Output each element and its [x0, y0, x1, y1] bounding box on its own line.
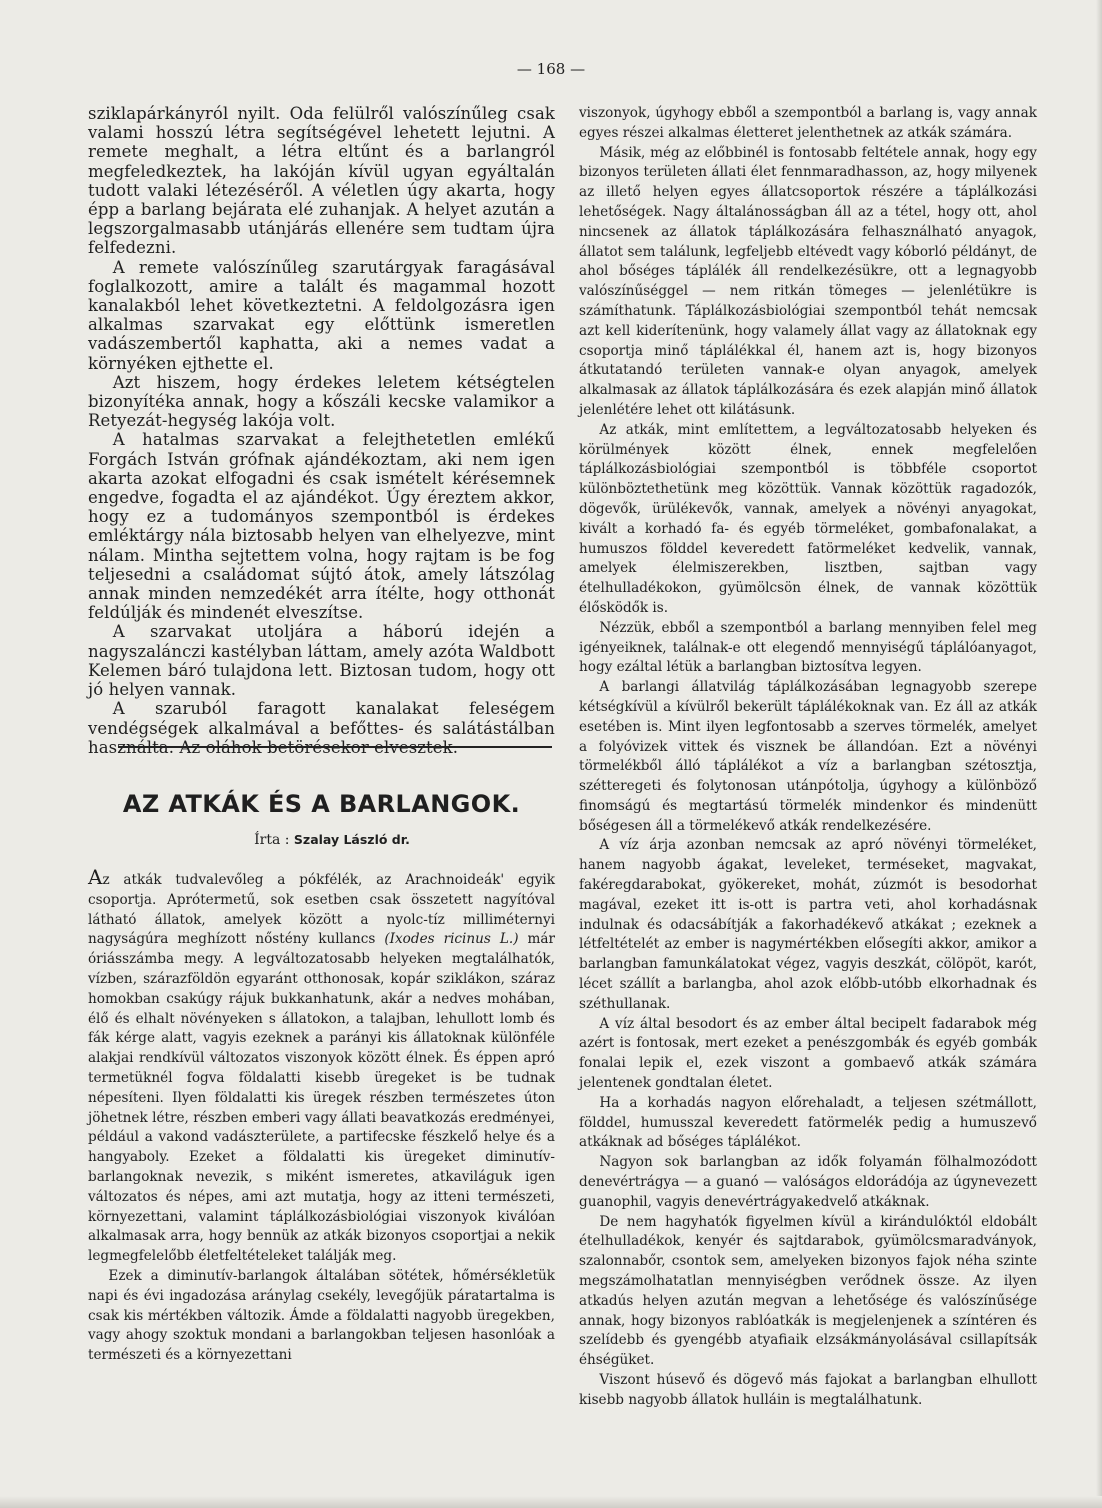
- left-column-article-start: [88, 865, 555, 1366]
- paragraph: Viszont húsevő és dögevő más fajokat a barlangban elhullott kisebb nagyobb állatok hulláin is megtalálhatunk.: [579, 1372, 1037, 1408]
- paragraph: Nézzük, ebből a szempontból a barlang mennyiben felel meg igényeiknek, találnak-e ott elegendő mennyiségű táplálóanyagot, hogy ezáltal létük a barlangban biztosítva legyen.: [579, 619, 1037, 676]
- page-bottom-shadow: [0, 1496, 1102, 1508]
- paragraph: [88, 865, 555, 1267]
- paragraph: viszonyok, úgyhogy ebből a szempontból a barlang is, vagy annak egyes részei alkalmas életteret jelenthetnek az atkák számára.: [579, 105, 1037, 141]
- paragraph: A víz árja azonban nemcsak az apró növényi törmeléket, hanem nagyobb ágakat, leveleket, terméseket, magvakat, fakéregdarabokat, gyökereket, mohát, zúzmót is besodorhat magával, ezeket itt is-ott is partra veti, ahol korhadásnak indulnak és odacsábítják a fakorhadékevő atkákat ; ezeknek a létfeltételét az ember is nagymértékben elősegíti akkor, amikor a barlangban famunkálatokat végez, vagyis deszkát, cölöpöt, karót, lécet szállít a barlangba, ahol azok előbb-utóbb elkorhadnak és széthullanak.: [579, 837, 1037, 1012]
- drop-cap: A: [88, 865, 103, 889]
- right-column: [579, 104, 1037, 1411]
- paragraph: Másik, még az előbbinél is fontosabb feltétele annak, hogy egy bizonyos területen állati élet fennmaradhasson, az, hogy milyenek az illető helyen egyes állatcsoportok részére a táplálkozási lehetőségek. Nagy általánosságban áll az a tétel, hogy ott, ahol nincsenek az állatok táplálkozására felhasználható anyagok, állatot sem találunk, legfeljebb eltévedt vagy kóborló példányt, de ahol bőséges táplálék áll rendelkezésükre, ott a legnagyobb valószínűséggel — nem ritkán tömeges — jelenlétükre is számíthatunk. Táplálkozásbiológiai szempontból tehát nemcsak azt kell kiderítenünk, hogy valamely állat vagy az állatoknak egy csoportja minő táplálékkal él, hanem azt is, hogy bizonyos átkutatandó területen vannak-e olyan anyagok, amelyek alkalmasak az állatok táplálkozására és ezek alapján minő állatok jelenlétére lehet ott kilátásunk.: [579, 144, 1037, 418]
- text-run: már óriásszámba megy. A legváltozatosabb helyeken megtalálhatók, vízben, szárazföldön egyaránt otthonosak, kopár sziklákon, száraz homokban csakúgy rájuk bukkanhatunk, akár a nedves mohában, élő és elhalt növényeken s állatokon, a talajban, lehullott lomb és fák kérge alatt, vagyis ezeknek a parányi kis állatoknak különféle alakjai rendkívül változatos viszonyok között élnek. És éppen apró termetüknél fogva földalatti kisebb üregeket is be tudnak népesíteni. Ilyen földalatti kis üregek részben természetes úton jöhetnek létre, részben emberi vagy állati beavatkozás eredményei, például a vakond vadászterülete, a partifecske fészkelő helye és a hangyaboly. Ezeket a földalatti kis üregeket diminutív-barlangoknak nevezik, s miként ismeretes, atkaviláguk igen változatos és népes, ami azt mutatja, hogy az itteni természeti, környezettani, valamint táplálkozásbiológiai viszonyok kiválóan alkalmasak arra, hogy bennük az atkák bizonyos csoportjai a nekik legmegfelelőbb életfeltételeket találják meg.: [88, 931, 555, 1265]
- paragraph: sziklapárkányról nyilt. Oda felülről valószínűleg csak valami hosszú létra segítségével lehetett lejutni. A remete meghalt, a létra eltűnt és a barlangról megfeledkeztek, ha lakóján kívül ugyan egyáltalán tudott valaki létezéséről. A véletlen úgy akarta, hogy épp a barlang bejárata elé zuhanjak. A helyet azután a legszorgalmasabb utánjárás ellenére sem tudtam újra felfedezni.: [88, 104, 555, 258]
- paragraph: Ezek a diminutív-barlangok általában sötétek, hőmérsékletük napi és évi ingadozása aránylag csekély, levegőjük páratartalma is csak kis mértékben változik. Ámde a földalatti nagyobb üregekben, vagy ahogy szoktuk mondani a barlangokban teljesen hasonlóak a természeti és a környezettani: [88, 1267, 555, 1364]
- paragraph: Az atkák, mint említettem, a legváltozatosabb helyeken és körülmények között élnek, ennek megfelelően táplálkozásbiológiai szempontból is többféle csoportot különböztethetünk meg közöttük. Vannak közöttük ragadozók, dögevők, ürülékevők, vannak, amelyek a növényi anyagokat, kivált a korhadó fa- és egyéb törmeléket, gombafonalakat, a humuszos földdel keveredett fatörmeléket kedvelik, vannak, amelyek élelmiszerekben, lisztben, sajtban vagy ételhulladékokon, gyümölcsön élnek, de vannak közöttük élősködők is.: [579, 421, 1037, 616]
- paragraph: Nagyon sok barlangban az idők folyamán fölhalmozódott denevértrágya — a guanó — valóságos eldorádója az úgynevezett guanophil, vagyis denevértrágyakedvelő atkáknak.: [579, 1154, 1037, 1210]
- page-edge-shadow: [1096, 0, 1102, 1508]
- paragraph: A szaruból faragott kanalakat feleségem vendégségek alkalmával a befőttes- és salátástálban használta. Az oláhok betörésekor elvesztek.: [88, 699, 555, 757]
- text-run: z atkák tudvalevőleg a pókfélék, az Arachnoideák' egyik csoportja. Aprótermetű, sok esetben csak összetett nagyítóval látható állatok, amelyek között a nyolc-tíz milliméternyi nagyságúra meghízott nőstény kullancs: [88, 872, 555, 948]
- byline: [88, 832, 555, 848]
- section-divider: [118, 746, 552, 748]
- paragraph: A hatalmas szarvakat a felejthetetlen emlékű Forgách István grófnak ajándékoztam, aki nem igen akarta azokat elfogadni és csak ismételt kérésemnek engedve, fogadta el az ajándékot. Úgy éreztem akkor, hogy ez a tudományos szempontból is érdekes emléktárgy nála biztosabb helyen van elhelyezve, mint nálam. Mintha sejtettem volna, hogy rajtam is be fog teljesedni a családomat sújtó átok, amely látszólag annak minden nemzedékét arra ítélte, hogy otthonát feldúlják és mindenét elveszítse.: [88, 430, 555, 623]
- paragraph: A víz által besodort és az ember által becipelt fadarabok még azért is fontosak, mert ezeket a penészgombák és egyéb gombák fonalai lepik el, ezek viszont a gombaevő atkák számára jelentenek gondtalan életet.: [579, 1015, 1037, 1092]
- paragraph: Ha a korhadás nagyon előrehaladt, a teljesen szétmállott, földdel, humusszal keveredett fatörmelék pedig a humuszevő atkáknak ad bőséges táplálékot.: [579, 1094, 1037, 1151]
- byline-prefix: Írta :: [254, 832, 290, 848]
- paragraph: A szarvakat utoljára a háború idején a nagyszalánczi kastélyban láttam, amely azóta Waldbott Kelemen báró tulajdona lett. Biztosan tudom, hogy ott jó helyen vannak.: [88, 622, 555, 700]
- page-number: — 168 —: [516, 60, 586, 78]
- left-column-previous-article: [88, 104, 555, 757]
- article-title: AZ ATKÁK ÉS A BARLANGOK.: [122, 790, 521, 818]
- paragraph: A barlangi állatvilág táplálkozásában legnagyobb szerepe kétségkívül a kívülről bekerült táplálékoknak van. Ez áll az atkák esetében is. Mint ilyen legfontosabb a szerves törmelék, amelyet a folyóvizek vittek és visznek be állandóan. Ezt a növényi törmelékből álló táplálékot a víz a barlangban szétosztja, szétteregeti és folytonosan utánpótolja, úgyhogy a különböző finomságú és megtartású törmelék mindenkor és mindenütt bőségesen áll a törmelékevő atkák rendelkezésére.: [579, 679, 1037, 834]
- author-name: Szalay László dr.: [293, 832, 410, 847]
- species-name: (Ixodes ricinus L.): [384, 931, 519, 948]
- paragraph: A remete valószínűleg szarutárgyak faragásával foglalkozott, amire a talált és magammal hozott kanalakból lehet következtetni. A feldolgozásra igen alkalmas szarvakat egy előttünk ismeretlen vadászembertől kaphatta, aki a nemes vadat a környéken ejthette el.: [88, 257, 555, 373]
- paragraph: De nem hagyhatók figyelmen kívül a kirándulóktól eldobált ételhulladékok, kenyér és sajtdarabok, gyümölcsmaradványok, szalonnabőr, csontok sem, amelyeken bizonyos fajok néha szinte megszámolhatatlan mennyiségben verődnek össze. Az ilyen atkadús helyen azután megvan a lehetősége és valószínűsége annak, hogy bizonyos rablóatkák is megjelenjenek a színtéren és szelídebb és gyengébb atyafiaik elzsákmányolásával csillapítsák éhségüket.: [579, 1213, 1037, 1369]
- paragraph: Azt hiszem, hogy érdekes leletem kétségtelen bizonyítéka annak, hogy a kőszáli kecske valamikor a Retyezát-hegység lakója volt.: [88, 372, 555, 431]
